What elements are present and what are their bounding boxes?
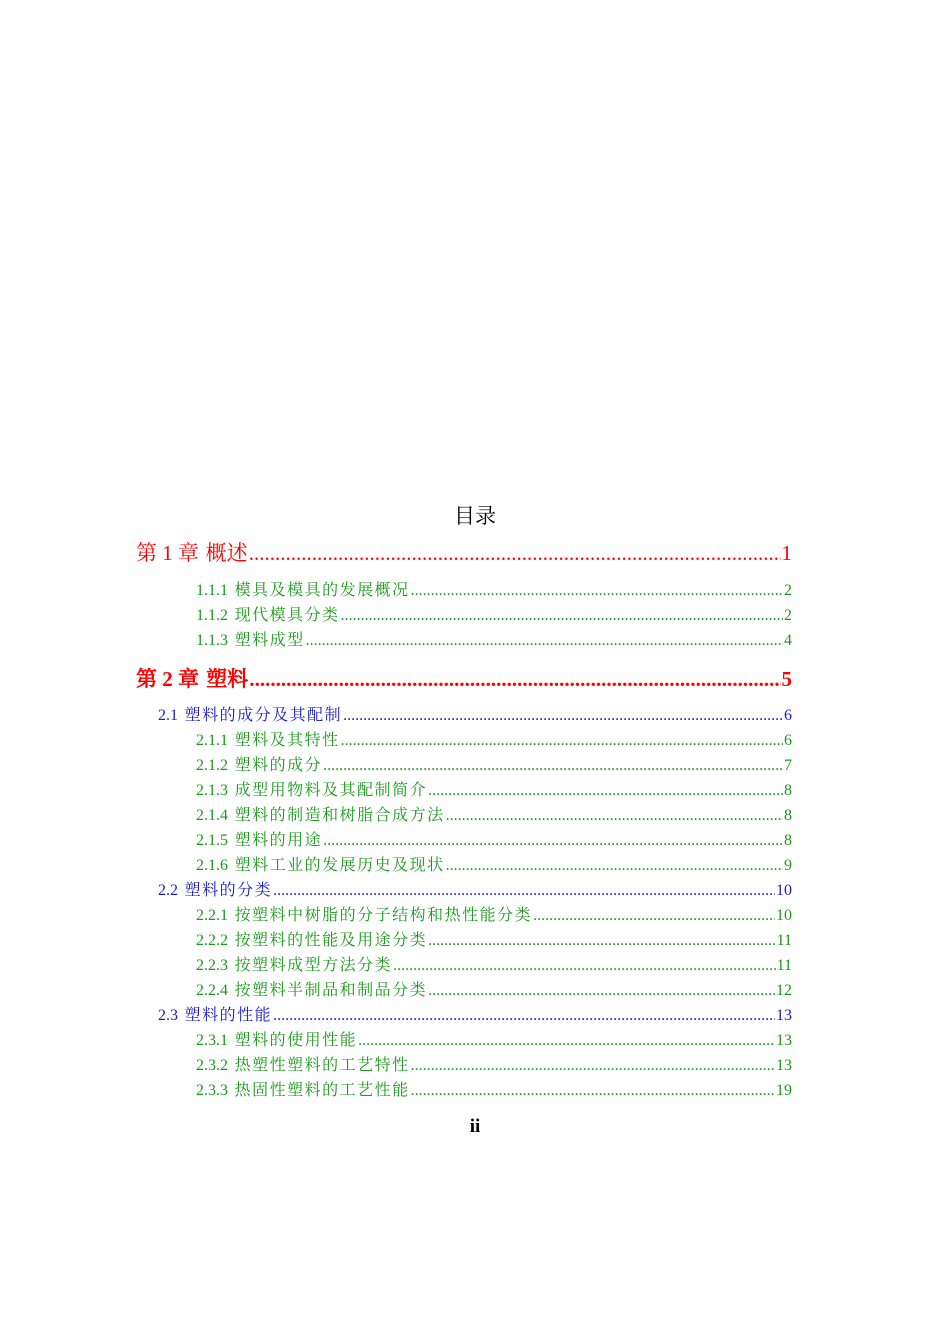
toc-entry-1-1-2[interactable] (196, 602, 792, 625)
toc-entry-text: 塑料成型 (228, 630, 305, 649)
toc-entry-chapter-1[interactable] (136, 537, 792, 567)
page-number: ii (469, 1116, 481, 1137)
toc-entry-text: 按塑料成型方法分类 (228, 955, 393, 974)
toc-entry-page: 11 (776, 957, 792, 974)
toc-entry-text: 塑料的分类 (178, 880, 273, 899)
toc-leader-dots (273, 1007, 775, 1025)
toc-entry-page: 13 (776, 1032, 792, 1049)
toc-entry-text: 塑料的使用性能 (228, 1030, 358, 1049)
toc-leader-dots (323, 757, 783, 775)
toc-entry-page: 1 (781, 541, 792, 565)
toc-leader-dots (273, 882, 775, 900)
toc-entry-2-3[interactable] (158, 1002, 792, 1025)
toc-entry-2-3-2[interactable] (196, 1052, 792, 1075)
toc-entry-number: 1.1.3 (196, 632, 228, 649)
toc-entry-number: 2.1.6 (196, 857, 228, 874)
toc-entry-number: 1.1.1 (196, 582, 228, 599)
toc-entry-page: 4 (784, 632, 792, 649)
toc-leader-dots (533, 907, 775, 925)
toc-entry-2-2-1[interactable] (196, 902, 792, 925)
toc-entry-page: 5 (781, 667, 792, 691)
toc-entry-number: 第 1 章 (136, 541, 199, 565)
toc-leader-dots (323, 832, 783, 850)
toc-entry-text: 热固性塑料的工艺性能 (228, 1080, 410, 1099)
toc-entry-number: 第 2 章 (136, 667, 199, 691)
toc-entry-page: 8 (784, 807, 792, 824)
toc-leader-dots (341, 607, 783, 625)
toc-entry-page: 2 (784, 607, 792, 624)
toc-leader-dots (411, 1082, 775, 1100)
toc-entry-text: 模具及模具的发展概况 (228, 580, 410, 599)
toc-entry-page: 8 (784, 782, 792, 799)
toc-entry-chapter-2[interactable] (136, 663, 792, 693)
toc-entry-page: 10 (776, 882, 792, 899)
toc-leader-dots (393, 957, 776, 975)
toc-entry-page: 19 (776, 1082, 792, 1099)
toc-leader-dots (249, 667, 780, 692)
toc-leader-dots (446, 857, 783, 875)
toc-entry-2-2[interactable] (158, 877, 792, 900)
toc-entry-page: 13 (776, 1007, 792, 1024)
toc-entry-text: 塑料 (199, 667, 249, 691)
toc-entry-page: 13 (776, 1057, 792, 1074)
toc-leader-dots (411, 582, 783, 600)
toc-entry-2-2-4[interactable] (196, 977, 792, 1000)
toc-entry-2-3-1[interactable] (196, 1027, 792, 1050)
toc-entry-text: 塑料工业的发展历史及现状 (228, 855, 445, 874)
toc-entry-2-1-6[interactable] (196, 852, 792, 875)
toc-leader-dots (306, 632, 783, 650)
toc-entry-2-3-3[interactable] (196, 1077, 792, 1100)
toc-entry-2-1[interactable] (158, 702, 792, 725)
toc-entry-text: 塑料的成分及其配制 (178, 705, 343, 724)
toc-entry-number: 2.2.2 (196, 932, 228, 949)
toc-entry-number: 2.1.4 (196, 807, 228, 824)
toc-entry-number: 2.3.2 (196, 1057, 228, 1074)
toc-entry-number: 2.1.2 (196, 757, 228, 774)
toc-entry-number: 2.1.5 (196, 832, 228, 849)
toc-entry-text: 塑料的性能 (178, 1005, 273, 1024)
toc-entry-2-2-2[interactable] (196, 927, 792, 950)
toc-leader-dots (428, 782, 783, 800)
toc-entry-number: 2.1.1 (196, 732, 228, 749)
toc-entry-page: 6 (784, 707, 792, 724)
toc-entry-text: 按塑料的性能及用途分类 (228, 930, 428, 949)
toc-entry-page: 2 (784, 582, 792, 599)
toc-entry-text: 塑料的用途 (228, 830, 323, 849)
toc-entry-2-2-3[interactable] (196, 952, 792, 975)
toc-entry-1-1-3[interactable] (196, 627, 792, 650)
toc-entry-page: 11 (776, 932, 792, 949)
toc-entry-number: 2.2.3 (196, 957, 228, 974)
toc-entry-2-1-3[interactable] (196, 777, 792, 800)
toc-leader-dots (411, 1057, 775, 1075)
toc-leader-dots (343, 707, 783, 725)
toc-entry-page: 9 (784, 857, 792, 874)
toc-leader-dots (358, 1032, 775, 1050)
toc-leader-dots (341, 732, 783, 750)
toc-entry-2-1-2[interactable] (196, 752, 792, 775)
toc-entry-text: 塑料的制造和树脂合成方法 (228, 805, 445, 824)
toc-entry-text: 塑料的成分 (228, 755, 323, 774)
toc-entry-number: 2.1 (158, 707, 178, 724)
toc-entry-number: 1.1.2 (196, 607, 228, 624)
toc-leader-dots (249, 541, 781, 566)
toc-entry-number: 2.3 (158, 1007, 178, 1024)
toc-entry-number: 2.3.1 (196, 1032, 228, 1049)
toc-entry-number: 2.3.3 (196, 1082, 228, 1099)
toc-entry-text: 热塑性塑料的工艺特性 (228, 1055, 410, 1074)
toc-leader-dots (428, 982, 775, 1000)
toc-entry-text: 现代模具分类 (228, 605, 340, 624)
toc-entry-2-1-5[interactable] (196, 827, 792, 850)
toc-entry-text: 塑料及其特性 (228, 730, 340, 749)
toc-entry-1-1-1[interactable] (196, 577, 792, 600)
toc-entry-number: 2.2.4 (196, 982, 228, 999)
toc-entry-text: 按塑料中树脂的分子结构和热性能分类 (228, 905, 533, 924)
toc-entry-page: 10 (776, 907, 792, 924)
toc-title: 目录 (454, 504, 496, 528)
toc-entry-2-1-4[interactable] (196, 802, 792, 825)
toc-leader-dots (428, 932, 776, 950)
toc-entry-number: 2.2.1 (196, 907, 228, 924)
toc-entry-page: 12 (776, 982, 792, 999)
toc-entry-number: 2.1.3 (196, 782, 228, 799)
toc-entry-page: 8 (784, 832, 792, 849)
toc-entry-text: 按塑料半制品和制品分类 (228, 980, 428, 999)
toc-entry-page: 7 (784, 757, 792, 774)
toc-entry-number: 2.2 (158, 882, 178, 899)
toc-entry-text: 成型用物料及其配制简介 (228, 780, 428, 799)
toc-leader-dots (446, 807, 783, 825)
toc-entry-2-1-1[interactable] (196, 727, 792, 750)
toc-entry-text: 概述 (199, 541, 248, 565)
toc-entry-page: 6 (784, 732, 792, 749)
